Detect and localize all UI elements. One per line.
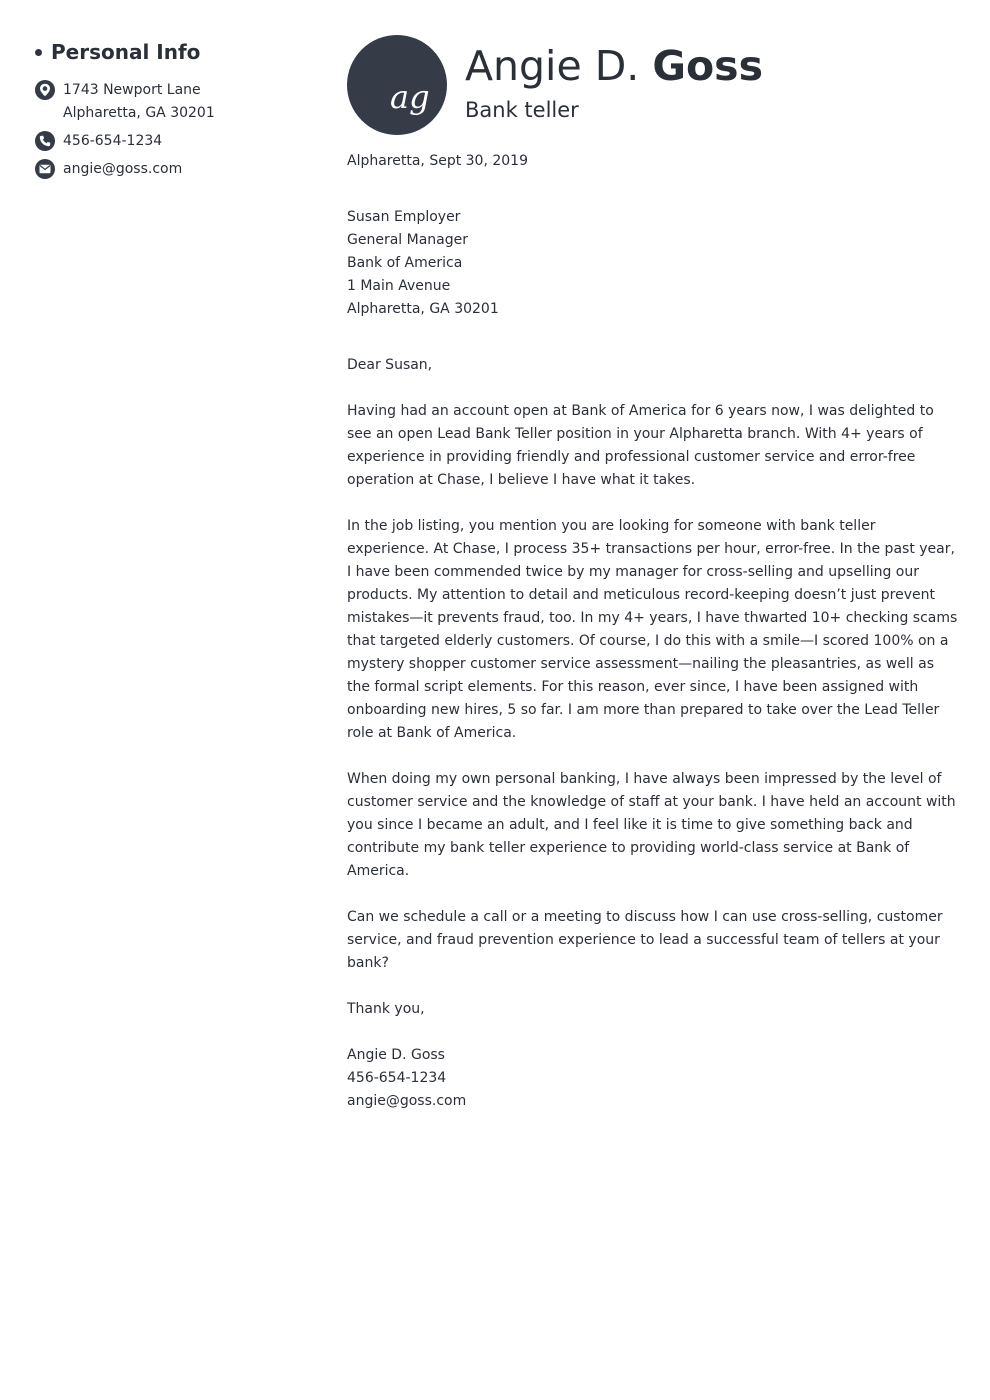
contact-email (35, 158, 315, 181)
heading-bullet (35, 49, 42, 56)
body-paragraph-4: Can we schedule a call or a meeting to discuss how I can use cross-selling, customer service, and fraud prevention experience to lead a successful team of tellers at your bank? (347, 909, 943, 971)
phone-icon (35, 131, 55, 151)
sidebar-heading (35, 38, 315, 66)
sidebar-heading-label: Personal Info (51, 40, 201, 64)
salutation: Dear Susan, (347, 357, 433, 373)
signature-phone[interactable]: 456-654-1234 (347, 1070, 447, 1086)
signature-block (347, 1044, 959, 1113)
phone-text[interactable]: 456-654-1234 (63, 133, 163, 149)
body-paragraph-2: In the job listing, you mention you are looking for someone with bank teller experience. At Chase, I process 35+ transactions per hour, error-free. In the past year, I have been commended twice by my manager for cross-selling and upselling our products. My attention to detail and meticulous record-keeping doesn’t just prevent mistakes—it prevents fraud, too. In my 4+ years, I have thwarted 10+ checking scams that targeted elderly customers. Of course, I do this with a smile—I scored 100% on a mystery shopper customer service assessment—nailing the pleasantries, as well as the formal script elements. For this reason, ever since, I have been assigned with onboarding new hires, 5 so far. I am more than prepared to take over the Lead Teller role at Bank of America. (347, 518, 958, 741)
signature-name: Angie D. Goss (347, 1047, 445, 1063)
signature-email[interactable]: angie@goss.com (347, 1093, 467, 1109)
recipient-company: Bank of America (347, 255, 463, 271)
sidebar-personal-info (35, 38, 315, 186)
body-paragraph-1: Having had an account open at Bank of America for 6 years now, I was delighted to see an open Lead Bank Teller position in your Alpharetta branch. With 4+ years of experience in providing friendly and professional customer service and error-free operation at Chase, I believe I have what it takes. (347, 403, 934, 488)
monogram-avatar (347, 35, 447, 135)
recipient-city: Alpharetta, GA 30201 (347, 301, 499, 317)
contact-phone (35, 130, 315, 153)
contact-address (35, 79, 315, 125)
recipient-street: 1 Main Avenue (347, 278, 451, 294)
monogram-initials: ag (390, 78, 430, 116)
recipient-block (347, 206, 959, 321)
recipient-title: General Manager (347, 232, 468, 248)
closing: Thank you, (347, 1001, 425, 1017)
envelope-icon (35, 159, 55, 179)
address-line-2: Alpharetta, GA 30201 (63, 105, 215, 121)
applicant-last-name: Goss (652, 42, 763, 90)
cover-letter-body (347, 150, 959, 1113)
applicant-job-title: Bank teller (465, 98, 579, 122)
applicant-name (465, 40, 763, 92)
address-line-1: 1743 Newport Lane (63, 82, 201, 98)
address-text (63, 79, 215, 125)
letter-date: Alpharetta, Sept 30, 2019 (347, 153, 528, 169)
recipient-name: Susan Employer (347, 209, 461, 225)
location-pin-icon (35, 80, 55, 100)
body-paragraph-3: When doing my own personal banking, I have always been impressed by the level of customer service and the knowledge of staff at your bank. I have held an account with you since I became an adult, and I feel like it is time to give something back and contribute my bank teller experience to providing world-class service at Bank of America. (347, 771, 956, 879)
email-text[interactable]: angie@goss.com (63, 161, 183, 177)
applicant-first-name: Angie D. (465, 42, 640, 90)
